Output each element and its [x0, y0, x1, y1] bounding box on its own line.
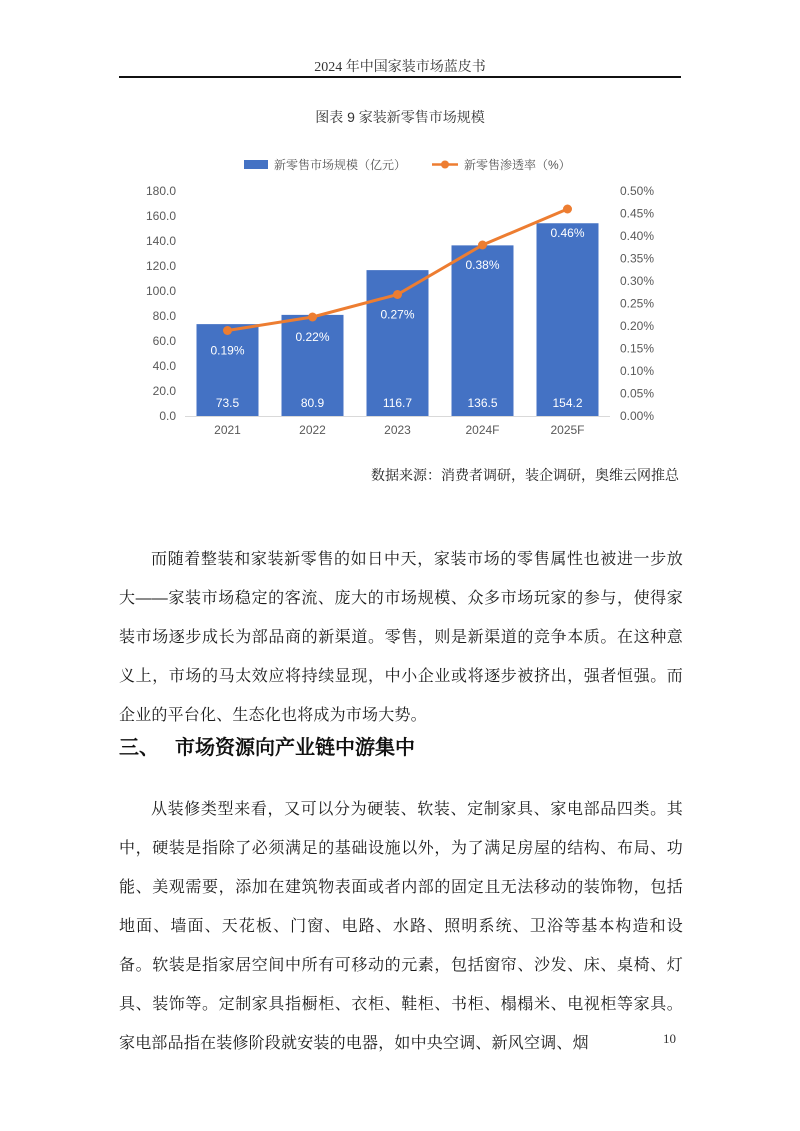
y-right-tick-label: 0.40%	[620, 229, 655, 243]
rate-marker	[563, 205, 572, 214]
y-right-tick-label: 0.10%	[620, 364, 655, 378]
x-tick-label: 2021	[214, 423, 241, 437]
y-left-tick-label: 80.0	[152, 309, 176, 323]
y-right-tick-label: 0.15%	[620, 341, 655, 356]
y-left-tick-label: 140.0	[145, 234, 176, 248]
bar-value-label: 154.2	[552, 396, 583, 410]
x-tick-label: 2023	[384, 423, 411, 437]
legend-swatch-bar	[244, 160, 268, 169]
legend-label-line: 新零售渗透率（%）	[464, 158, 571, 172]
legend-marker-line	[441, 161, 449, 169]
section-title: 市场资源向产业链中游集中	[175, 737, 415, 759]
page-header: 2024 年中国家装市场蓝皮书	[314, 60, 486, 75]
rate-marker	[393, 290, 402, 299]
page-number: 10	[663, 1031, 676, 1046]
rate-value-label: 0.27%	[380, 307, 415, 322]
y-left-tick-label: 40.0	[152, 359, 176, 373]
body-paragraph-1: 而随着整装和家装新零售的如日中天，家装市场的零售属性也被进一步放大——家装市场稳定的客流、庞大的市场规模、众多市场玩家的参与，使得家装市场逐步成长为部品商的新渠道。零售，则是新渠道的竞争本质。在这种意义上，市场的马太效应将持续显现，中小企业或将逐步被挤出，强者恒强。而企业的平台化、生态化也将成为市场大势。	[119, 551, 683, 724]
rate-marker	[478, 241, 487, 250]
y-left-tick-label: 100.0	[145, 284, 176, 298]
y-right-tick-label: 0.30%	[620, 274, 655, 288]
y-left-tick-label: 120.0	[145, 259, 176, 273]
y-right-tick-label: 0.20%	[620, 319, 655, 333]
bar-value-label: 136.5	[467, 396, 498, 410]
rate-value-label: 0.46%	[550, 226, 585, 240]
y-left-tick-label: 20.0	[152, 384, 176, 398]
y-left-tick-label: 0.0	[159, 409, 176, 423]
y-right-tick-label: 0.00%	[620, 409, 655, 423]
rate-value-label: 0.22%	[295, 330, 330, 344]
chart	[0, 0, 800, 460]
data-source: 数据来源：消费者调研，装企调研，奥维云网推总	[371, 467, 679, 483]
y-right-tick-label: 0.35%	[620, 251, 655, 266]
body-paragraph-2: 从装修类型来看，又可以分为硬装、软装、定制家具、家电部品四类。其中，硬装是指除了必须满足的基础设施以外，为了满足房屋的结构、布局、功能、美观需要，添加在建筑物表面或者内部的固定且无法移动的装饰物，包括地面、墙面、天花板、门窗、电路、水路、照明系统、卫浴等基本构造和设备。软装是指家居空间中所有可移动的元素，包括窗帘、沙发、床、桌椅、灯具、装饰等。定制家具指橱柜、衣柜、鞋柜、书柜、榻榻米、电视柜等家具。家电部品指在装修阶段就安装的电器，如中央空调、新风空调、烟	[119, 801, 683, 1052]
bar	[537, 223, 599, 416]
figure-caption: 图表 9 家装新零售市场规模	[315, 109, 485, 125]
section-heading	[119, 731, 415, 760]
bar-value-label: 80.9	[300, 396, 325, 410]
y-right-tick-label: 0.45%	[620, 206, 655, 221]
rate-marker	[223, 326, 232, 335]
section-number: 三、	[119, 737, 159, 759]
x-tick-label: 2022	[299, 423, 326, 437]
rate-value-label: 0.38%	[465, 258, 500, 272]
y-right-tick-label: 0.50%	[620, 184, 655, 198]
y-left-tick-label: 60.0	[152, 334, 176, 348]
rate-marker	[308, 313, 317, 322]
rate-value-label: 0.19%	[210, 343, 245, 358]
x-tick-label: 2024F	[465, 423, 500, 437]
x-tick-label: 2025F	[550, 423, 585, 437]
y-right-tick-label: 0.25%	[620, 296, 655, 311]
legend-label-bar: 新零售市场规模（亿元）	[274, 158, 407, 172]
bar-value-label: 73.5	[215, 396, 240, 410]
y-left-tick-label: 160.0	[145, 209, 176, 223]
y-right-tick-label: 0.05%	[620, 386, 655, 401]
y-left-tick-label: 180.0	[145, 184, 176, 198]
bar-value-label: 116.7	[382, 396, 413, 410]
